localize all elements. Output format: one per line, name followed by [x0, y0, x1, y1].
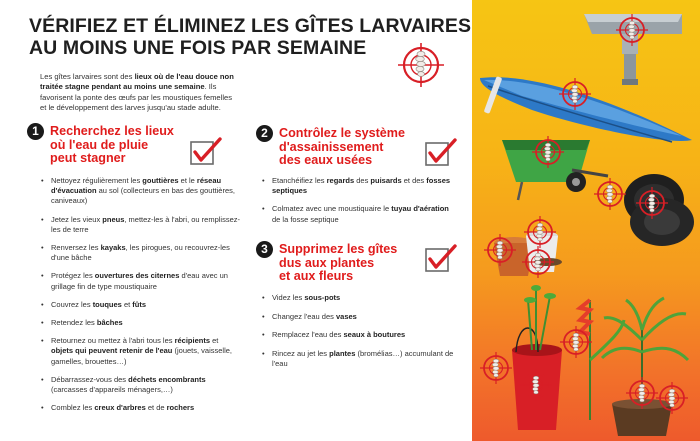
breeding-sites-illustration [472, 0, 700, 441]
list-item: • Renversez les kayaks, les pirogues, ou recouvrez-les d'une bâche [41, 243, 241, 263]
crosshair-target-icon [594, 178, 626, 210]
crosshair-target-icon [480, 352, 512, 384]
intro-paragraph [40, 72, 240, 114]
check-mark-icon [425, 244, 457, 273]
list-item: • Jetez les vieux pneus, mettez-les à l'abri, ou remplissez-les de terre [41, 215, 241, 235]
section-1-title [50, 125, 174, 166]
section-3-title-line: dus aux plantes [279, 255, 375, 270]
illustration-panel [472, 0, 700, 441]
intro-text-1: Les gîtes larvaires sont des [40, 72, 135, 81]
list-item: • Nettoyez régulièrement les gouttières et le réseau d'évacuation au sol (collecteurs en bas des gouttières, caniveaux) [41, 176, 241, 207]
section-2-number: 2 [256, 125, 273, 142]
section-3-title-line: et aux fleurs [279, 269, 354, 283]
section-3-list [262, 293, 457, 370]
section-3-title-line: Supprimez les gîtes [279, 242, 398, 256]
section-1-list [41, 176, 241, 413]
crosshair-target-icon [395, 41, 447, 89]
list-item: • Etanchéifiez les regards des puisards et des fosses septiques [262, 176, 457, 196]
bucket-illustration [512, 285, 562, 430]
list-item: • Débarrassez-vous des déchets encombrants (carcasses d'appareils ménagers,…) [41, 375, 241, 395]
list-item: • Couvrez les touques et fûts [41, 300, 241, 310]
list-item: • Remplacez l'eau des seaux à boutures [262, 330, 457, 340]
section-1-title-line: Recherchez les lieux [50, 124, 174, 138]
list-item: • Videz les sous-pots [262, 293, 457, 303]
check-mark-icon [190, 137, 222, 166]
section-1-title-line: peut stagner [50, 151, 126, 165]
list-item: • Protégez les ouvertures des citernes d'eau avec un grillage fin de type moustiquaire [41, 271, 241, 291]
check-mark-icon [425, 138, 457, 167]
palm-pot-illustration [602, 298, 688, 436]
list-item: • Changez l'eau des vases [262, 312, 457, 322]
section-2-title-line: Contrôlez le système [279, 126, 405, 140]
list-item: • Rincez au jet les plantes (bromélias…) accumulant de l'eau [262, 349, 457, 369]
section-1-title-line: où l'eau de pluie [50, 137, 149, 152]
intro-text-bold: lieux où de l'eau douce non traitée stagne pendant au moins une semaine [40, 72, 234, 92]
section-1-number: 1 [27, 123, 44, 140]
title-line-1: VÉRIFIEZ ET ÉLIMINEZ LES GÎTES LARVAIRES [29, 15, 472, 37]
intro-text-2: . Ils favorisent la ponte des œufs par les moustiques femelles et le développement des larves jusqu'au stade adulte. [40, 82, 233, 113]
kayak-illustration [480, 76, 692, 142]
section-3-number: 3 [256, 241, 273, 258]
list-item: • Colmatez avec une moustiquaire le tuyau d'aération de la fosse septique [262, 204, 457, 224]
title-line-2: AU MOINS UNE FOIS PAR SEMAINE [29, 37, 367, 59]
wheelbarrow-illustration [502, 140, 608, 200]
crosshair-target-icon [560, 326, 592, 358]
section-2-list [262, 176, 457, 225]
page-title [29, 15, 472, 59]
list-item: • Retournez ou mettez à l'abri tous les récipients et objets qui peuvent retenir de l'eau (jouets, vaisselle, gamelles, brouettes…) [41, 336, 241, 367]
list-item: • Retendez les bâches [41, 318, 241, 328]
tires-illustration [624, 174, 694, 246]
list-item: • Comblez les creux d'arbres et de rochers [41, 403, 241, 413]
section-2-title-line: d'assainissement [279, 139, 384, 154]
section-2-title-line: des eaux usées [279, 153, 373, 167]
section-2-title [279, 127, 405, 168]
section-3-title [279, 243, 397, 284]
